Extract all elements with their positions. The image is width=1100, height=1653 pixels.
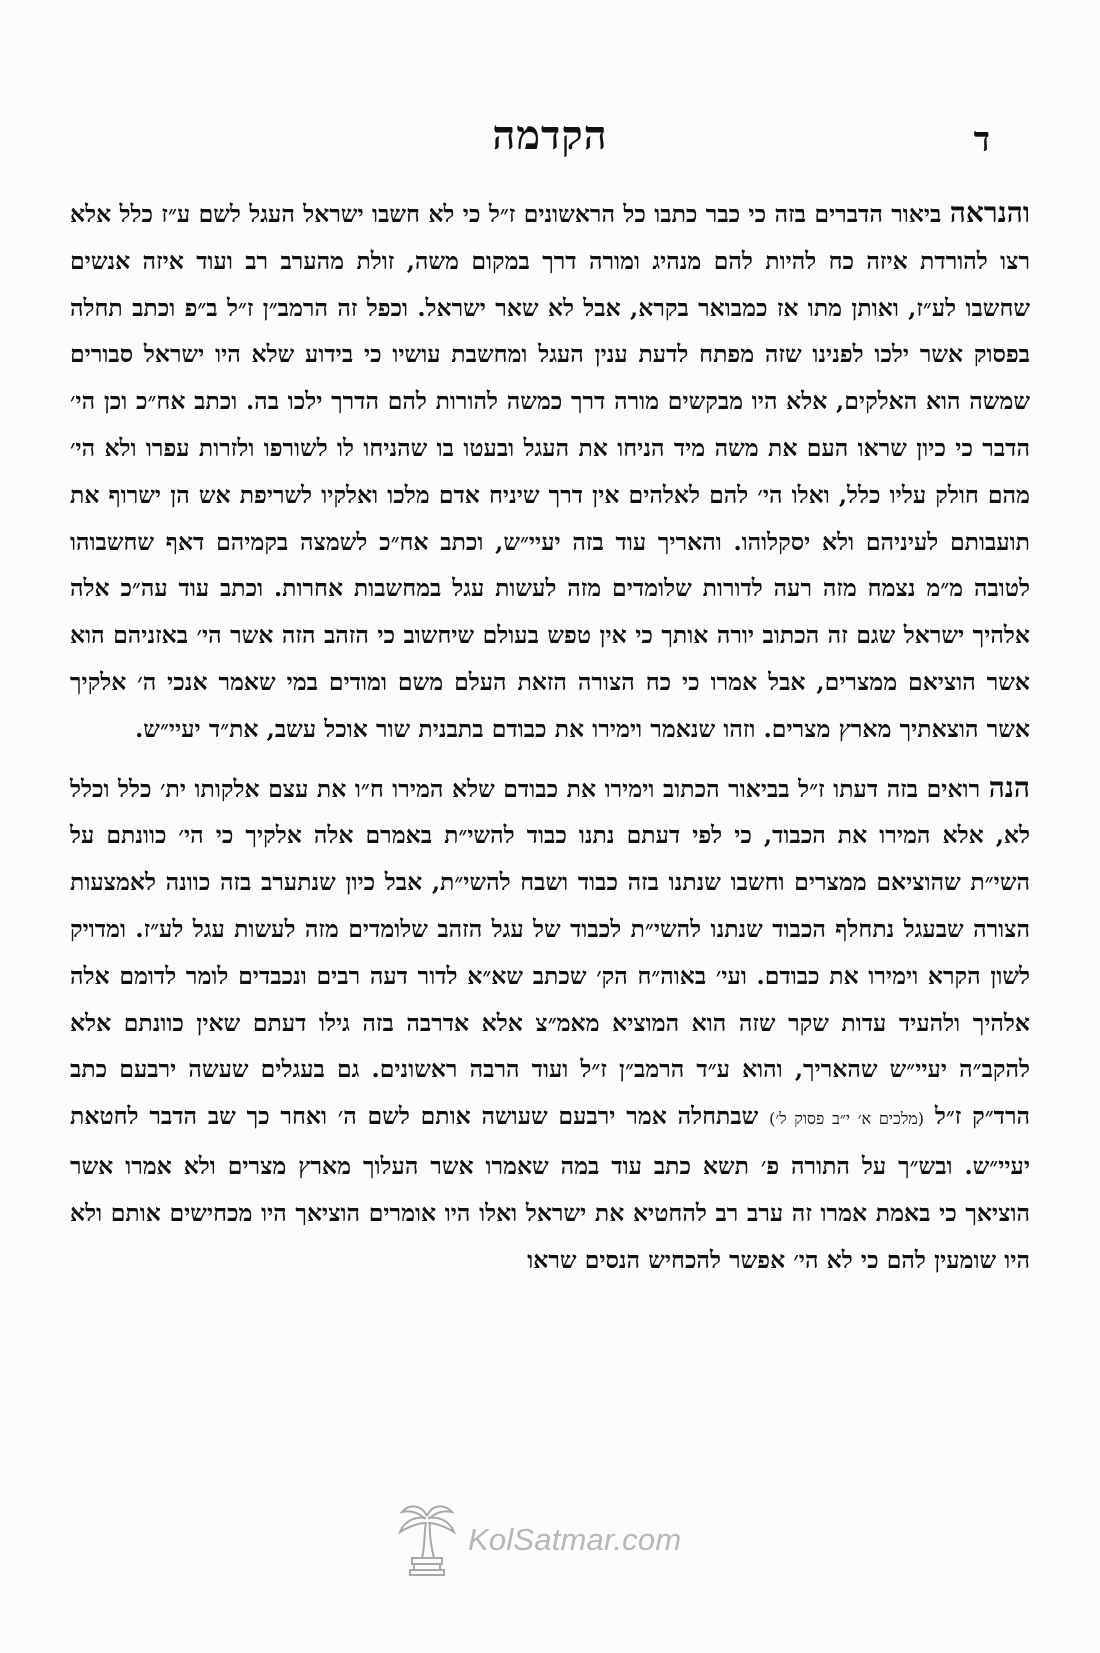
main-text (70, 190, 1030, 1283)
paragraph-explanation (70, 765, 1030, 1284)
page-header (70, 112, 1030, 172)
watermark-text: KolSatmar.com (468, 1522, 682, 1557)
page-number: ד (973, 120, 990, 160)
paragraph-opening-word: הנה (988, 770, 1031, 804)
palm-tree-books-logo-icon (392, 1498, 462, 1576)
paragraph-introduction (70, 190, 1030, 753)
paragraph-body-continuation: שבתחלה אמר ירבעם שעושה אותם לשם ה׳ ואחר כך שב הדבר לחטאת יעיי״ש. ובש״ך על התורה פ׳ תשא כתב עוד במה שאמרו אשר העלוך מארץ מצרים ולא אמרו אשר הוציאך כי באמת אמרו זה ערב רב להחטיא את ישראל ואלו היו אומרים הוציאך היו מכחישים אותם ולא היו שומעין להם כי לא הי׳ אפשר להכחיש הנסים שראו (70, 1102, 1030, 1274)
source-reference: (מלכים א׳ י״ב פסוק ל׳) (769, 1109, 925, 1129)
paragraph-body: ביאור הדברים בזה כי כבר כתבו כל הראשונים ז״ל כי לא חשבו ישראל העגל לשם ע״ז כלל אלא רצו להורדת איזה כח להיות להם מנהיג ומורה דרך במקום משה, זולת מהערב רב ועוד איזה אנשים שחשבו לע״ז, ואותן מתו אז כמבואר בקרא, אבל לא שאר ישראל. וכפל זה הרמב״ן ז״ל ב״פ וכתב תחלה בפסוק אשר ילכו לפנינו שזה מפתח לדעת ענין העגל ומחשבת עושיו כי בידוע שלא היו ישראל סבורים שמשה הוא האלקים, אלא היו מבקשים מורה דרך כמשה להורות להם הדרך ילכו בה. וכתב אח״כ וכן הי׳ הדבר כי כיון שראו העם את משה מיד הניחו את העגל ובעטו בו שהניחו לו לשורפו ולזרות עפרו ולא הי׳ מהם חולק עליו כלל, ואלו הי׳ להם לאלהים אין דרך שיניח אדם מלכו ואלקיו לשריפת אש הן ישרוף את תועבותם לעיניהם ולא יסקלוהו. והאריך עוד בזה יעיי״ש, וכתב אח״כ לשמצה בקמיהם דאף שחשבוהו לטובה מ״מ נצמח מזה רעה לדורות שלומדים מזה לעשות עגל במחשבות אחרות. וכתב עוד עה״כ אלה אלהיך ישראל שגם זה הכתוב יורה אותך כי אין טפש בעולם שיחשוב כי הזהב הזה אשר הי׳ באזניהם הוא אשר הוציאם ממצרים, אבל אמרו כי כח הצורה הזאת העלם משם ומודים במי שאמר אנכי ה׳ אלקיך אשר הוצאתיך מארץ מצרים. וזהו שנאמר וימירו את כבודם בתבנית שור אוכל עשב, את״ד יעיי״ש. (70, 200, 1030, 743)
page-title: הקדמה (492, 112, 608, 159)
paragraph-body: רואים בזה דעתו ז״ל בביאור הכתוב וימירו את כבודם שלא המירו ח״ו את עצם אלקותו ית׳ כלל וכלל לא, אלא המירו את הכבוד, כי לפי דעתם נתנו כבוד להשי״ת באמרם אלה אלקיך כי הי׳ כוונתם על השי״ת שהוציאם ממצרים וחשבו שנתנו בזה כבוד ושבח להשי״ת, אבל כיון שנתערב בזה כוונה לאמצעות הצורה שבעגל נתחלף הכבוד שנתנו להשי״ת לכבוד של עגל הזהב שלומדים מזה לעשות עגל לע״ז. ומדויק לשון הקרא וימירו את כבודם. ועי׳ באוה״ח הק׳ שכתב שא״א לדור דעה רבים ונכבדים לומר לדומם אלה אלהיך ולהעיד עדות שקר שזה הוא המוציא מאמ״צ אלא אדרבה בזה גילו דעתם שאין כוונתם אלא להקב״ה יעיי״ש שהאריך, והוא ע״ד הרמב״ן ז״ל ועוד הרבה ראשונים. גם בעגלים שעשה ירבעם כתב הרד״ק ז״ל (70, 774, 1031, 1131)
watermark (392, 1498, 682, 1576)
paragraph-opening-word: והנראה (949, 196, 1030, 229)
